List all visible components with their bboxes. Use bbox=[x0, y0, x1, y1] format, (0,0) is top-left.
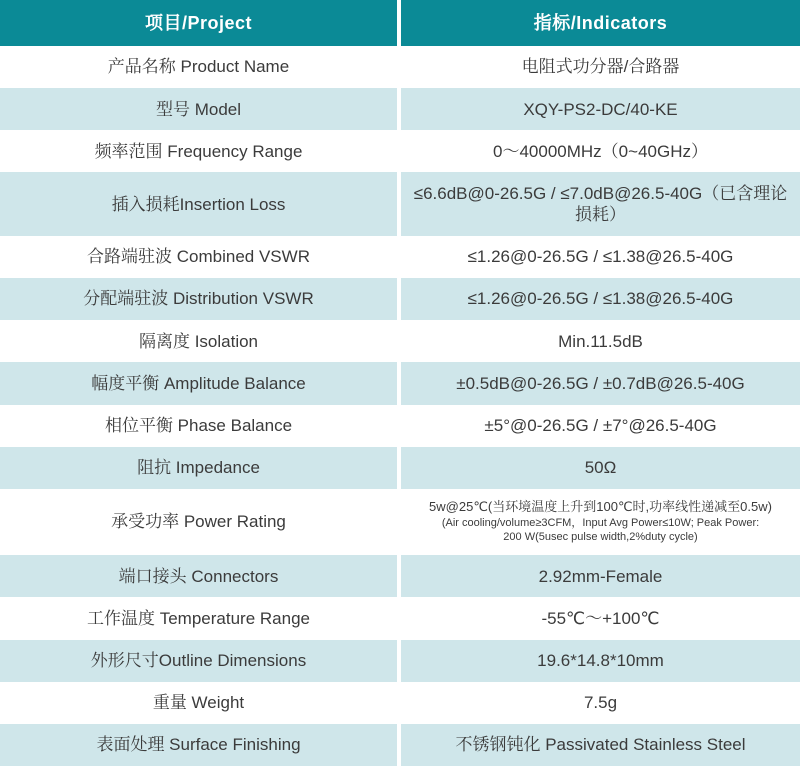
table-row-distribution-vswr bbox=[0, 278, 800, 320]
row-value: 2.92mm-Female bbox=[401, 555, 800, 597]
row-value: XQY-PS2-DC/40-KE bbox=[401, 88, 800, 130]
row-value: ≤1.26@0-26.5G / ≤1.38@26.5-40G bbox=[401, 236, 800, 278]
row-label: 表面处理 Surface Finishing bbox=[0, 724, 397, 766]
row-label: 幅度平衡 Amplitude Balance bbox=[0, 362, 397, 404]
row-label: 重量 Weight bbox=[0, 682, 397, 724]
row-label: 隔离度 Isolation bbox=[0, 320, 397, 362]
table-row-connectors bbox=[0, 555, 800, 597]
table-row-weight bbox=[0, 682, 800, 724]
row-value: 0～40000MHz（0~40GHz） bbox=[401, 130, 800, 172]
table-row-isolation bbox=[0, 320, 800, 362]
table-header-row bbox=[0, 0, 800, 46]
table-row-insertion-loss bbox=[0, 172, 800, 235]
row-label: 阻抗 Impedance bbox=[0, 447, 397, 489]
row-label: 外形尺寸Outline Dimensions bbox=[0, 640, 397, 682]
power-rating-line-2: (Air cooling/volume≥3CFM，Input Avg Power≤10W; Peak Power: bbox=[441, 517, 760, 530]
table-row-surface-finishing bbox=[0, 724, 800, 766]
row-value: 不锈钢钝化 Passivated Stainless Steel bbox=[401, 724, 800, 766]
table-row-outline-dimensions bbox=[0, 640, 800, 682]
table-row-temperature-range bbox=[0, 597, 800, 639]
row-label: 工作温度 Temperature Range bbox=[0, 597, 397, 639]
table-row-power-rating bbox=[0, 489, 800, 555]
table-row-frequency-range bbox=[0, 130, 800, 172]
row-value-multiline bbox=[401, 489, 800, 555]
row-value: ±5°@0-26.5G / ±7°@26.5-40G bbox=[401, 405, 800, 447]
row-label: 合路端驻波 Combined VSWR bbox=[0, 236, 397, 278]
row-value: ≤6.6dB@0-26.5G / ≤7.0dB@26.5-40G（已含理论损耗） bbox=[401, 172, 800, 235]
row-label: 产品名称 Product Name bbox=[0, 46, 397, 88]
row-value: ±0.5dB@0-26.5G / ±0.7dB@26.5-40G bbox=[401, 362, 800, 404]
header-project-column: 项目/Project bbox=[0, 0, 397, 46]
power-rating-line-3: 200 W(5usec pulse width,2%duty cycle) bbox=[503, 531, 698, 544]
row-value: -55℃～+100℃ bbox=[401, 597, 800, 639]
row-value: Min.11.5dB bbox=[401, 320, 800, 362]
row-value: 7.5g bbox=[401, 682, 800, 724]
row-label: 分配端驻波 Distribution VSWR bbox=[0, 278, 397, 320]
row-value: 19.6*14.8*10mm bbox=[401, 640, 800, 682]
table-row-model bbox=[0, 88, 800, 130]
row-label: 端口接头 Connectors bbox=[0, 555, 397, 597]
row-label: 频率范围 Frequency Range bbox=[0, 130, 397, 172]
table-row-amplitude-balance bbox=[0, 362, 800, 404]
table-row-impedance bbox=[0, 447, 800, 489]
table-row-combined-vswr bbox=[0, 236, 800, 278]
table-row-phase-balance bbox=[0, 405, 800, 447]
row-label: 相位平衡 Phase Balance bbox=[0, 405, 397, 447]
table-row-product-name bbox=[0, 46, 800, 88]
bottom-margin-strip bbox=[0, 766, 800, 770]
row-value: 电阻式功分器/合路器 bbox=[401, 46, 800, 88]
header-indicators-column: 指标/Indicators bbox=[401, 0, 800, 46]
row-label: 型号 Model bbox=[0, 88, 397, 130]
power-rating-line-1: 5w@25℃(当环境温度上升到100℃时,功率线性递减至0.5w) bbox=[429, 499, 772, 515]
row-label: 承受功率 Power Rating bbox=[0, 489, 397, 555]
row-label: 插入损耗Insertion Loss bbox=[0, 172, 397, 235]
row-value: 50Ω bbox=[401, 447, 800, 489]
row-value: ≤1.26@0-26.5G / ≤1.38@26.5-40G bbox=[401, 278, 800, 320]
